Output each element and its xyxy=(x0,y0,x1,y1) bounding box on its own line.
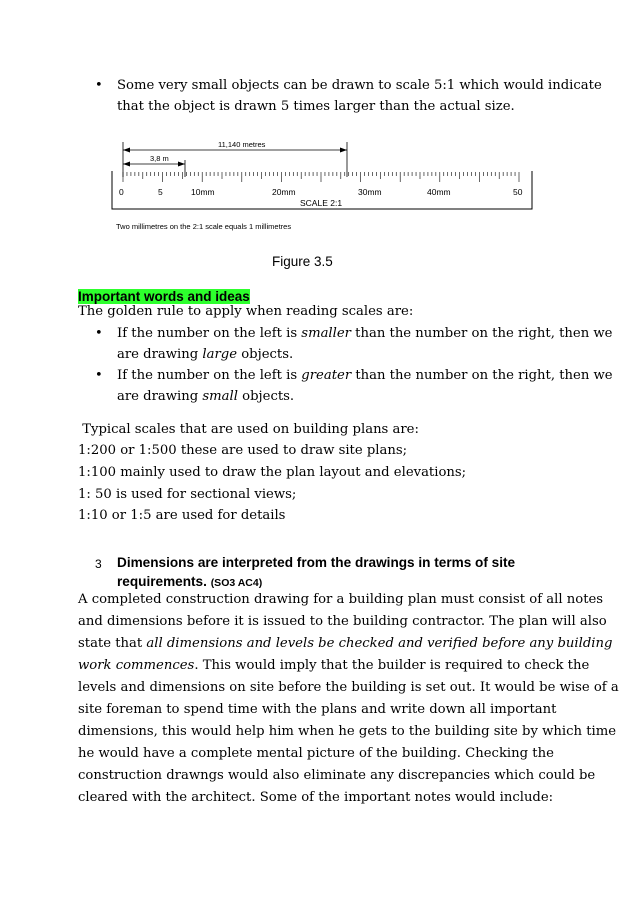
rule-bullet-1-line-2: are drawing large objects. xyxy=(117,347,294,362)
dim-long-arrow-left xyxy=(123,148,130,153)
dim-short-arrow-left xyxy=(123,162,130,167)
section-title-line-1: Dimensions are interpreted from the drawings in terms of site xyxy=(117,555,516,570)
golden-rule-line: The golden rule to apply when reading scales are: xyxy=(78,304,414,319)
intro-line-1: Some very small objects can be drawn to scale 5:1 which would indicate xyxy=(117,78,602,93)
scales-line-4: 1:10 or 1:5 are used for details xyxy=(78,508,286,523)
highlighted-heading: Important words and ideas xyxy=(78,289,250,304)
scales-line-3: 1: 50 is used for sectional views; xyxy=(78,487,297,502)
bullet-icon: • xyxy=(95,326,103,341)
rule-bullet-2-line-2: are drawing small objects. xyxy=(117,389,295,404)
ruler-label-50: 50 xyxy=(513,187,523,197)
dim-short-arrow-right xyxy=(178,162,185,167)
figure-caption: Figure 3.5 xyxy=(272,254,333,269)
section-para-line-3: state that all dimensions and levels be checked and verified before any building xyxy=(78,636,613,651)
dim-long-label: 11,140 metres xyxy=(218,140,266,149)
scale-ruler-figure xyxy=(0,0,638,240)
ruler-label-40mm: 40mm xyxy=(427,187,451,197)
bullet-icon: • xyxy=(95,78,103,93)
section-para-line-2: and dimensions before it is issued to the building contractor. The plan will also xyxy=(78,614,607,629)
ruler-label-20mm: 20mm xyxy=(272,187,296,197)
ruler-label-5: 5 xyxy=(158,187,163,197)
section-para-line-5: levels and dimensions on site before the building is set out. It would be wise of a xyxy=(78,680,619,695)
section-para-line-1: A completed construction drawing for a building plan must consist of all notes xyxy=(78,592,604,607)
rule-bullet-2-line-1: If the number on the left is greater than the number on the right, then we xyxy=(117,368,613,383)
section-para-line-7: dimensions, this would help him when he gets to the building site by which time xyxy=(78,724,617,739)
section-para-line-6: site foreman to spend time with the plans and write down all important xyxy=(78,702,557,717)
section-para-line-10: cleared with the architect. Some of the important notes would include: xyxy=(78,790,554,805)
rule-bullet-1-line-1: If the number on the left is smaller than the number on the right, then we xyxy=(117,326,613,341)
scales-intro: Typical scales that are used on building plans are: xyxy=(78,422,419,437)
scales-line-2: 1:100 mainly used to draw the plan layout and elevations; xyxy=(78,465,467,480)
section-para-line-4: work commences. This would imply that the builder is required to check the xyxy=(78,658,590,673)
scale-label: SCALE 2:1 xyxy=(300,198,343,208)
scales-line-1: 1:200 or 1:500 these are used to draw site plans; xyxy=(78,443,408,458)
section-para-line-9: construction drawngs would also eliminate any discrepancies which could be xyxy=(78,768,596,783)
ruler-label-0: 0 xyxy=(119,187,124,197)
dim-short-label: 3,8 m xyxy=(150,154,169,163)
section-title-line-2: requirements. (SO3 AC4) xyxy=(117,574,263,589)
ruler-label-30mm: 30mm xyxy=(358,187,382,197)
section-para-line-8: he would have a complete mental picture of the building. Checking the xyxy=(78,746,554,761)
ruler-label-10mm: 10mm xyxy=(191,187,215,197)
dim-long-arrow-right xyxy=(340,148,347,153)
section-number: 3 xyxy=(95,557,102,571)
intro-line-2: that the object is drawn 5 times larger than the actual size. xyxy=(117,99,515,114)
section-reference: (SO3 AC4) xyxy=(210,577,263,589)
ruler-ticks xyxy=(123,172,519,182)
bullet-icon: • xyxy=(95,368,103,383)
figure-note: Two millimetres on the 2:1 scale equals 1 millimetres xyxy=(116,222,292,231)
